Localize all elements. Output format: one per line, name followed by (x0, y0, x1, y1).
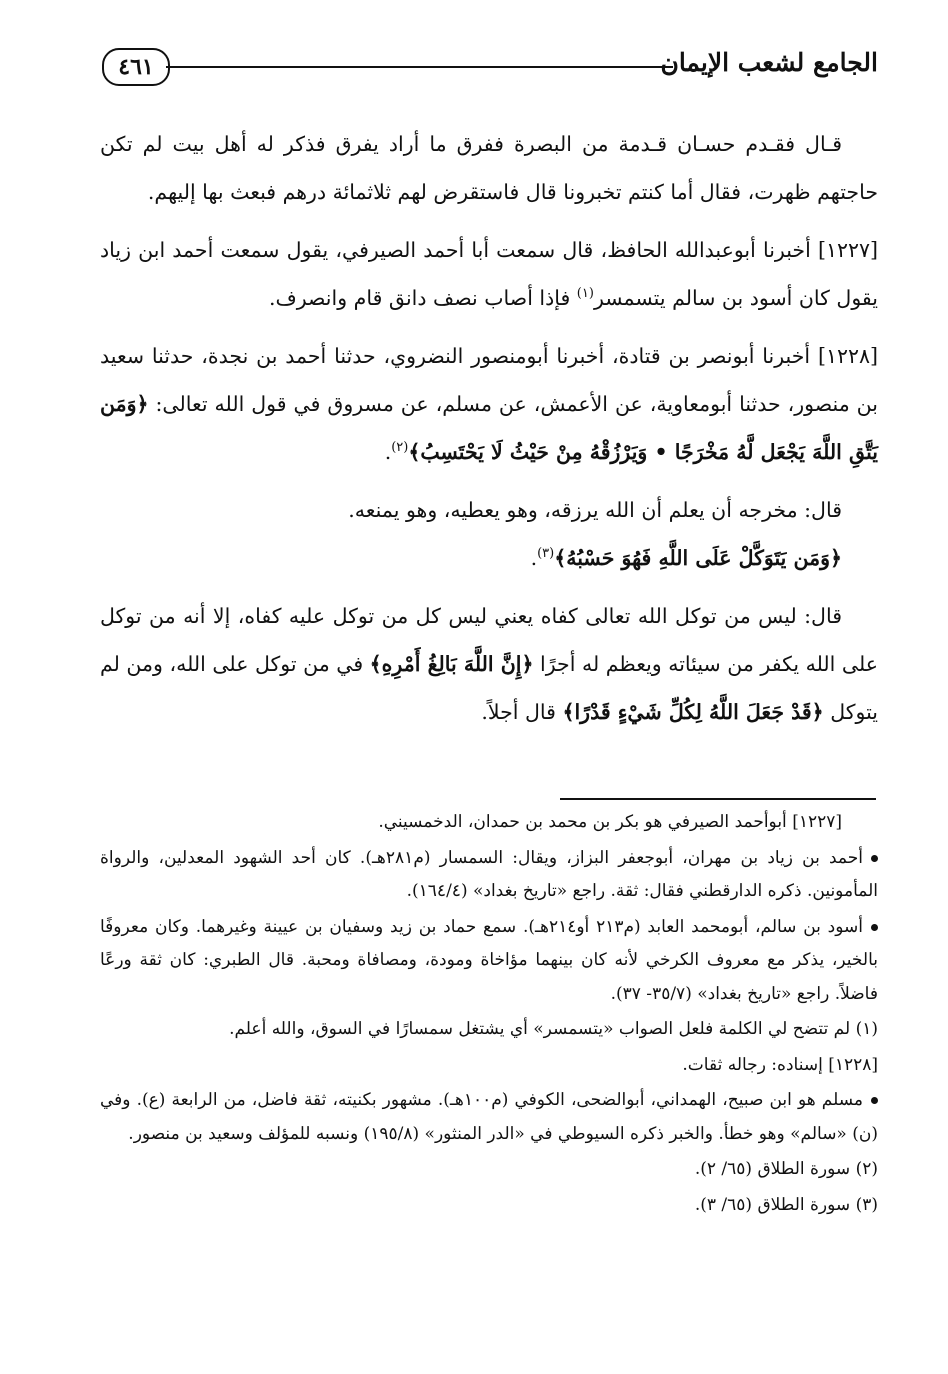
quran-line (100, 534, 878, 582)
footnote-bullet-aswad (100, 911, 878, 1012)
footnote-bullet-ahmad (100, 842, 878, 909)
tawakkul-text-b: في من توكل على الله، ومن لم يتوكل (100, 652, 878, 724)
quran-verse-2: ﴿وَمَن يَتَوَكَّلْ عَلَى اللَّهِ فَهُوَ حَسْبُهُ﴾ (554, 546, 842, 570)
main-text (100, 120, 878, 746)
paragraph-1: قـال فقـدم حسـان قـدمة من البصرة ففرق ما أراد يفرق فذكر له أهل بيت لم تكن حاجتهم ظهرت، فقال أما كنتم تخبرونا قال فاستقرض لهم ثلاثمائة درهم فبعث بها إليهم. (100, 132, 878, 204)
tawakkul-text-c: قال أجلاً. (481, 700, 563, 724)
quran-line-end: . (530, 546, 538, 570)
footnote-bullet-muslim (100, 1084, 878, 1151)
footnote-ref-3: (٣) (537, 546, 555, 562)
tawakkul-text-a: قال: ليس من توكل الله تعالى كفاه يعني ليس كل من توكل عليه كفاه، إلا أنه من توكل على الله يكفر من سيئاته ويعظم له أجرًا (100, 604, 879, 676)
footnote-1228-intro: [١٢٢٨] إسناده: رجاله ثقات. (682, 1054, 878, 1075)
hadith-1227-text: [١٢٢٧] أخبرنا أبوعبدالله الحافظ، قال سمعت أبا أحمد الصيرفي، يقول سمعت أحمد ابن زياد يقول كان أسود بن سالم يتسمسر (100, 238, 878, 310)
bullet-icon (871, 855, 878, 862)
footnote-1: (١) لم تتضح لي الكلمة فلعل الصواب «يتسمسر» أي يشتغل سمسارًا في السوق، والله أعلم. (229, 1019, 878, 1039)
paragraph-explanation: قال: مخرجه أن يعلم أن الله يرزقه، وهو يعطيه، وهو يمنعه. (348, 498, 842, 522)
page-header (100, 44, 878, 104)
page-number: ٤٦١ (102, 48, 170, 86)
hadith-1228-end: . (384, 440, 392, 464)
hadith-1227-end: فإذا أصاب نصف دانق قام وانصرف. (268, 286, 577, 310)
footnote-bullet-ahmad-text: أحمد بن زياد بن مهران، أبوجعفر البزاز، ويقال: السمسار (م٢٨١هـ). كان أحد الشهود المعدلين، والرواة المأمونين. ذكره الدارقطني فقال: ثقة. راجع «تاريخ بغداد» (١٦٤/٤). (100, 847, 878, 901)
hadith-1227 (100, 226, 878, 322)
hadith-1228 (100, 332, 878, 476)
bullet-icon (871, 1097, 878, 1104)
header-rule (166, 66, 673, 68)
footnote-1227-intro: [١٢٢٧] أبوأحمد الصيرفي هو بكر بن محمد بن حمدان، الدخمسيني. (378, 812, 842, 832)
hadith-1228-text: [١٢٢٨] أخبرنا أبونصر بن قتادة، أخبرنا أبومنصور النضروي، حدثنا أحمد بن نجدة، حدثنا سعيد بن منصور، حدثنا أبومعاوية، عن الأعمش، عن مسلم، عن مسروق في قول الله تعالى: (100, 344, 878, 416)
footnote-bullet-muslim-text: مسلم هو ابن صبيح، الهمداني، أبوالضحى، الكوفي (م١٠٠هـ). مشهور بكنيته، ثقة فاضل، من الرابعة (ع). وفي (ن) «سالم» وهو خطأ. والخبر ذكره السيوطي في «الدر المنثور» (١٩٥/٨) ونسبه للمؤلف وسعيد بن منصور. (100, 1090, 878, 1144)
book-title: الجامع لشعب الإيمان (660, 48, 878, 77)
footnote-separator (560, 798, 876, 800)
footnote-2: (٢) سورة الطلاق (٦٥/ ٢). (694, 1159, 878, 1179)
bullet-icon (871, 924, 878, 931)
footnotes (100, 806, 878, 1224)
quran-verse-1: ﴿وَمَن يَتَّقِ اللَّهَ يَجْعَل لَّهُ مَخْرَجًا • وَيَرْزُقْهُ مِنْ حَيْثُ لَا يَحْتَسِبُ﴾ (100, 392, 878, 464)
footnote-ref-1: (١) (576, 286, 594, 302)
paragraph-tawakkul (100, 592, 878, 736)
footnote-ref-2: (٢) (391, 440, 409, 456)
quran-verse-4: ﴿قَدْ جَعَلَ اللَّهُ لِكُلِّ شَيْءٍ قَدْرًا﴾ (562, 700, 824, 724)
quran-verse-3: ﴿إِنَّ اللَّهَ بَالِغُ أَمْرِهِ﴾ (369, 652, 534, 676)
footnote-3: (٣) سورة الطلاق (٦٥/ ٣). (694, 1194, 878, 1215)
footnote-bullet-aswad-text: أسود بن سالم، أبومحمد العابد (م٢١٣ أو٢١٤هـ). سمع حماد بن زيد وسفيان بن عيينة وغيرهما. وكان معروفًا بالخير، يذكر مع معروف الكرخي لأنه كان بينهما مؤاخاة ومودة، ومصافاة ومحبة. قال الطبري: كان ثقة ورعًا فاضلاً. راجع «تاريخ بغداد» (٣٥/٧- ٣٧). (100, 916, 878, 1004)
